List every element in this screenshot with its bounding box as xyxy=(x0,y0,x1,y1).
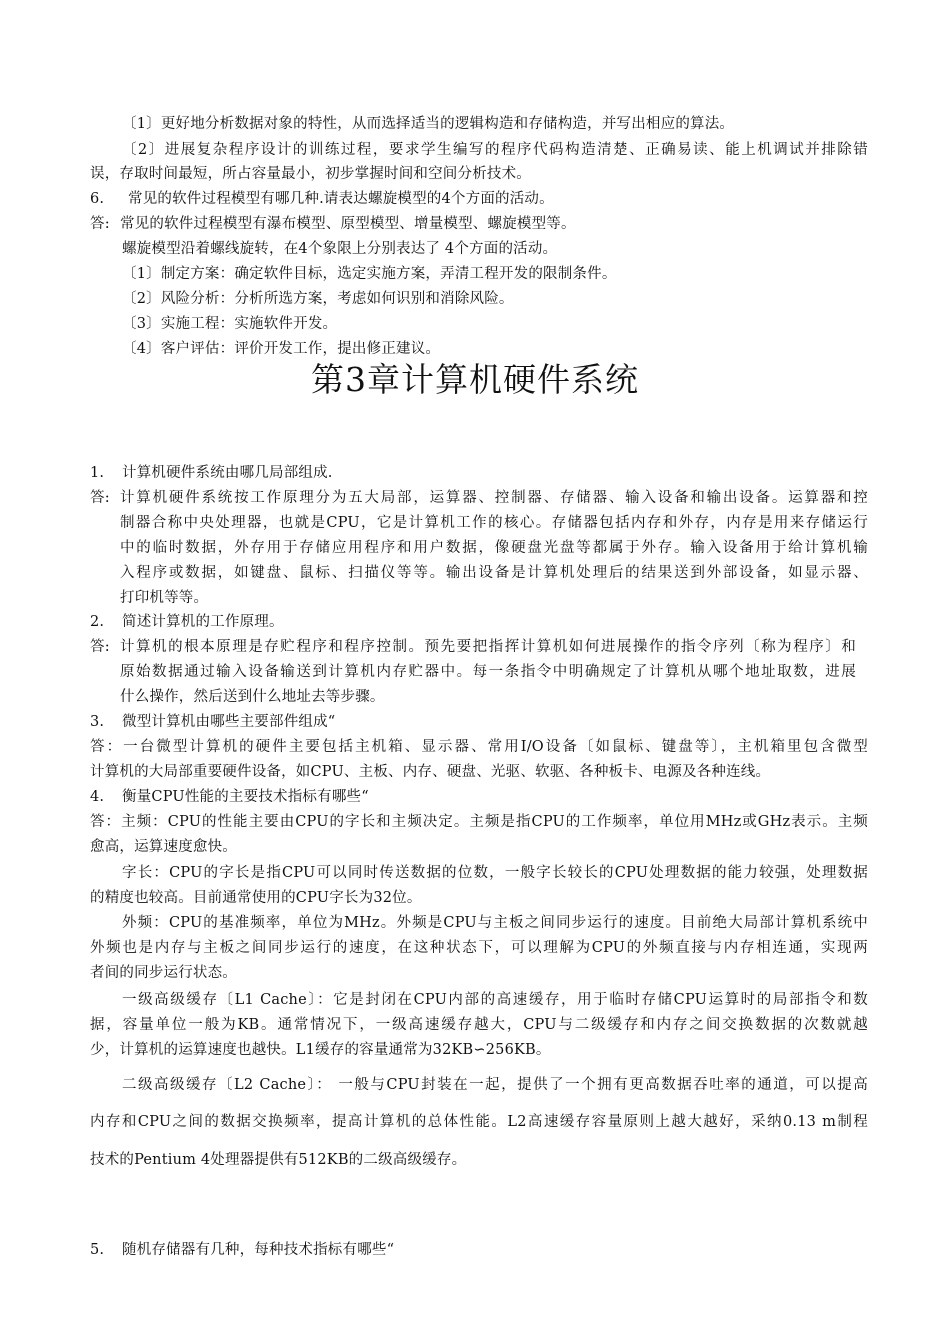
answer-4-l1-cache-line-3: 少，计算机的运算速度也越快。L1缓存的容量通常为32KB∽256KB。 xyxy=(90,1042,551,1058)
answer-4-wordlength-line-1: 字长：CPU的字长是指CPU可以同时传送数据的位数，一般字长较长的CPU处理数据的能力较强，处理数据 xyxy=(122,865,868,881)
answer-4-external-frequency-line-1: 外频：CPU的基准频率，单位为MHz。外频是CPU与主板之间同步运行的速度。目前绝大局部计算机系统中 xyxy=(122,915,868,931)
paragraph-item-1: 〔1〕更好地分析数据对象的特性，从而选择适当的逻辑构造和存储构造，并写出相应的算法。 xyxy=(122,116,735,132)
question-5-number: 5. xyxy=(90,1242,105,1258)
question-3-number: 3. xyxy=(90,714,105,730)
answer-3-line-1: 答：一台微型计算机的硬件主要包括主机箱、显示器、常用I/O设备〔如鼠标、键盘等〕，主机箱里包含微型 xyxy=(90,739,868,755)
answer-1-label: 答: xyxy=(90,490,110,506)
answer-6-item-2: 〔2〕风险分析：分析所选方案，考虑如何识别和消除风险。 xyxy=(122,291,514,307)
question-6-text: 常见的软件过程模型有哪几种.请表达螺旋模型的4个方面的活动。 xyxy=(128,191,554,207)
answer-4-l1-cache-line-1: 一级高级缓存〔L1 Cache〕：它是封闭在CPU内部的高速缓存，用于临时存储CPU运算时的局部指令和数 xyxy=(122,992,868,1008)
answer-6-item-4: 〔4〕客户评估：评价开发工作，提出修正建议。 xyxy=(122,341,441,357)
answer-2-line-3: 什么操作，然后送到什么地址去等步骤。 xyxy=(120,689,385,705)
answer-6-text: 常见的软件过程模型有瀑布模型、原型模型、增量模型、螺旋模型等。 xyxy=(120,216,576,232)
answer-6-item-3: 〔3〕实施工程：实施软件开发。 xyxy=(122,316,338,332)
question-4-number: 4. xyxy=(90,789,105,805)
answer-6-spiral: 螺旋模型沿着螺线旋转，在4个象限上分别表达了 4个方面的活动。 xyxy=(122,241,558,257)
question-4-text: 衡量CPU性能的主要技术指标有哪些“ xyxy=(122,789,369,805)
answer-2-line-1: 计算机的根本原理是存贮程序和程序控制。预先要把指挥计算机如何进展操作的指令序列〔称为程序〕和 xyxy=(120,639,856,655)
question-2-number: 2. xyxy=(90,614,105,630)
chapter-title: 第3章计算机硬件系统 xyxy=(311,360,639,399)
answer-4-l2-cache-line-2: 内存和CPU之间的数据交换频率，提高计算机的总体性能。L2高速缓存容量原则上越大越好，采纳0.13 m制程 xyxy=(90,1114,868,1130)
answer-4-l2-cache-line-1: 二级高级缓存〔L2 Cache〕： 一般与CPU封装在一起，提供了一个拥有更高数据吞吐率的通道，可以提高 xyxy=(122,1077,868,1093)
answer-1-line-5: 打印机等等。 xyxy=(120,590,209,606)
answer-1-line-1: 计算机硬件系统按工作原理分为五大局部，运算器、控制器、存储器、输入设备和输出设备。运算器和控 xyxy=(120,490,868,506)
answer-1-line-3: 中的临时数据，外存用于存储应用程序和用户数据，像硬盘光盘等都属于外存。输入设备用于给计算机输 xyxy=(120,540,868,556)
question-6-number: 6. xyxy=(90,191,105,207)
answer-2-line-2: 原始数据通过输入设备输送到计算机内存贮器中。每一条指令中明确规定了计算机从哪个地址取数，进展 xyxy=(120,664,856,680)
answer-1-line-2: 制器合称中央处理器，也就是CPU，它是计算机工作的核心。存储器包括内存和外存，内存是用来存储运行 xyxy=(120,515,868,531)
answer-4-l1-cache-line-2: 据，容量单位一般为KB。通常情况下，一级高速缓存越大，CPU与二级缓存和内存之间交换数据的次数就越 xyxy=(90,1017,868,1033)
paragraph-item-2-line1: 〔2〕进展复杂程序设计的训练过程，要求学生编写的程序代码构造清楚、正确易读、能上机调试并排除错 xyxy=(122,142,868,158)
question-5-text: 随机存储器有几种，每种技术指标有哪些“ xyxy=(122,1242,395,1258)
answer-1-line-4: 入程序或数据，如键盘、鼠标、扫描仪等等。输出设备是计算机处理后的结果送到外部设备，如显示器、 xyxy=(120,565,868,581)
answer-3-line-2: 计算机的大局部重要硬件设备，如CPU、主板、内存、硬盘、光驱、软驱、各种板卡、电源及各种连线。 xyxy=(90,764,771,780)
answer-6-label: 答: xyxy=(90,216,110,232)
answer-6-item-1: 〔1〕制定方案：确定软件目标，选定实施方案，弄清工程开发的限制条件。 xyxy=(122,266,617,282)
answer-4-frequency-line-1: 答：主频：CPU的性能主要由CPU的字长和主频决定。主频是指CPU的工作频率，单位用MHz或GHz表示。主频 xyxy=(90,814,868,830)
answer-4-external-frequency-line-2: 外频也是内存与主板之间同步运行的速度，在这种状态下，可以理解为CPU的外频直接与内存相连通，实现两 xyxy=(90,940,868,956)
question-1-text: 计算机硬件系统由哪几局部组成. xyxy=(122,465,333,481)
question-1-number: 1. xyxy=(90,465,105,481)
answer-4-frequency-line-2: 愈高，运算速度愈快。 xyxy=(90,839,237,855)
question-3-text: 微型计算机由哪些主要部件组成“ xyxy=(122,714,336,730)
question-2-text: 简述计算机的工作原理。 xyxy=(122,614,284,630)
paragraph-item-2-line2: 误，存取时间最短，所占容量最小，初步掌握时间和空间分析技术。 xyxy=(90,166,531,182)
answer-4-wordlength-line-2: 的精度也较高。目前通常使用的CPU字长为32位。 xyxy=(90,890,422,906)
answer-2-label: 答: xyxy=(90,639,110,655)
answer-4-l2-cache-line-3: 技术的Pentium 4处理器提供有512KB的二级高级缓存。 xyxy=(90,1152,467,1168)
answer-4-external-frequency-line-3: 者间的同步运行状态。 xyxy=(90,965,237,981)
